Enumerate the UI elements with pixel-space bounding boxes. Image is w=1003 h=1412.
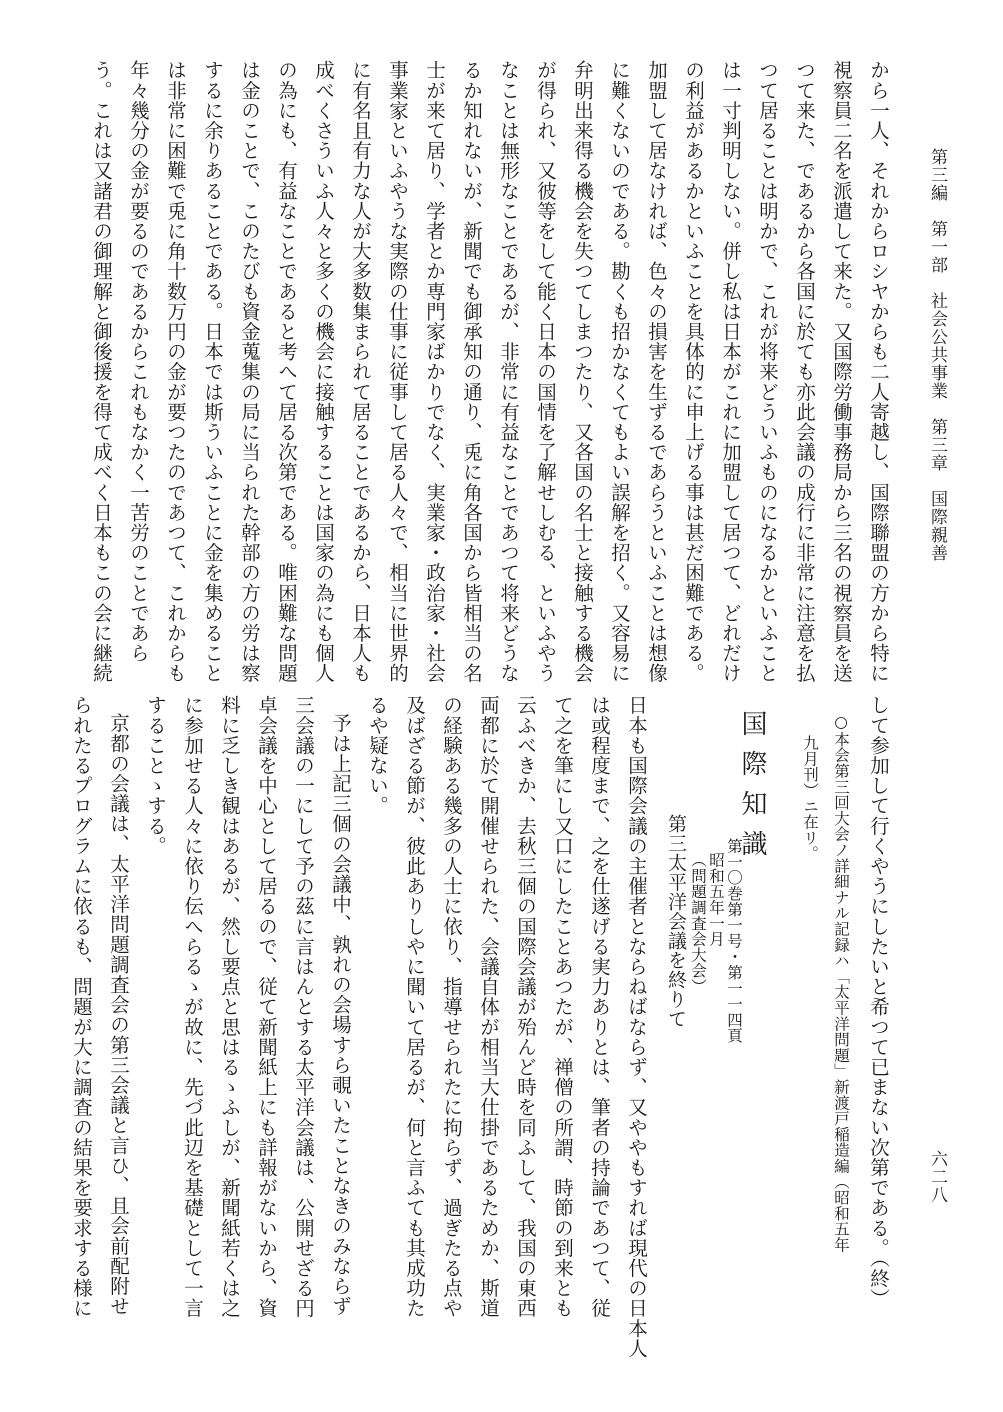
section-title: 国際知識	[737, 710, 767, 870]
running-head: 第三編 第一部 社会公共事業 第三章 国際親善	[927, 148, 947, 562]
top-text-line: は金のことで、このたびも資金蒐集の局に当られた幹部の方の労は察	[238, 60, 261, 684]
body-text-line: は或程度まで、之を仕遂げる実力ありとは、筆者の持論であつて、従	[588, 695, 611, 1319]
source-citation: 第一〇巻第一号・第一一四頁	[725, 838, 743, 1044]
source-note: （問題調査会大会）	[689, 852, 707, 995]
body-text-line: るや疑ない。	[366, 695, 389, 816]
page-number: 六二八	[927, 1150, 947, 1204]
body-text-line: 京都の会議は、太平洋問題調査会の第三会議と言ひ、且会前配附せ	[107, 713, 130, 1316]
top-text-line: 事業家といふやうな実際の仕事に従事して居る人々で、相当に世界的	[386, 60, 409, 684]
top-text-line: 成べくさういふ人々と多くの機会に接触することは国家の為にも個人	[312, 60, 335, 684]
top-text-line: するに余りあることである。日本では斯ういふことに金を集めること	[201, 60, 224, 684]
editor-note: ○本会第三回大会ノ詳細ナル記録ハ「太平洋問題」新渡戸稲造編（昭和五年	[832, 713, 850, 1253]
top-text-line: に難くないのである。勘くも招かなくてもよい誤解を招く。又容易に	[608, 60, 631, 684]
top-text-line: 加盟して居なければ、色々の損害を生ずるであらうといふことは想像	[645, 60, 668, 684]
body-text-line: られたるプログラムに依るも、問題が大に調査の結果を要求する様に	[70, 695, 93, 1319]
body-text-line: 日本も国際会議の主催者とならねばならず、又ややもすれば現代の日本人	[625, 695, 648, 1359]
editor-note-cont: 九月刊）ニ在リ。	[801, 735, 819, 862]
top-text-line: つて来た、であるから各国に於ても亦此会議の成行に非常に注意を払	[793, 60, 816, 684]
body-text-line: することゝする。	[144, 695, 167, 856]
top-text-line: に有名且有力な人が大多数集まられて居ることであるから、日本人も	[349, 60, 372, 684]
body-text-line: 及ばざる節が、彼此ありしやに聞いて居るが、何と言ふても其成功た	[403, 695, 426, 1319]
source-date: 昭和五年一月	[707, 852, 725, 947]
top-text-line: が得られ、又彼等をして能く日本の国情を了解せしむる、といふやう	[534, 60, 557, 684]
closing-line: して参加して行くやうにしたいと希つて已まない次第である。（終）	[867, 695, 890, 1309]
top-text-line: は非常に困難で兎に角十数万円の金が要つたのであつて、これからも	[164, 60, 187, 684]
article-title: 第三太平洋会議を終りて	[665, 814, 687, 1029]
top-text-line: から一人、それからロシヤからも二人寄越し、国際聯盟の方から特に	[867, 60, 890, 684]
top-text-line: は一寸判明しない。併し私は日本がこれに加盟して居つて、どれだけ	[719, 60, 742, 684]
body-text-line: 予は上記三個の会議中、孰れの会場すら覗いたことなきのみならず	[329, 713, 352, 1316]
top-text-line: 士が来て居り、学者とか専門家ばかりでなく、実業家・政治家・社会	[423, 60, 446, 684]
body-text-line: の経験ある幾多の人士に依り、指導せられたに拘らず、過ぎたる点や	[440, 695, 463, 1319]
top-text-line: 年々幾分の金が要るのであるからこれもなかく一苦労のことであら	[127, 60, 150, 663]
body-text-line: て之を筆にし又口にしたことあつたが、禅僧の所謂、時節の到来とも	[551, 695, 574, 1319]
top-text-line: るか知れないが、新聞でも御承知の通り、兎に角各国から皆相当の名	[460, 60, 483, 684]
body-text-line: 三会議の一にして予の茲に言はんとする太平洋会議は、公開せざる円	[292, 695, 315, 1319]
body-text-line: に参加せる人々に依り伝へらるゝが故に、先づ此辺を基礎として一言	[181, 695, 204, 1319]
top-text-line: 弁明出来得る機会を失つてしまつたり、又各国の名士と接触する機会	[571, 60, 594, 684]
body-text-line: 両都に於て開催せられた、会議自体が相当大仕掛であるためか、斯道	[477, 695, 500, 1319]
top-text-line: う。これは又諸君の御理解と御後援を得て成べく日本もこの会に継続	[90, 60, 113, 684]
top-text-line: つて居ることは明かで、これが将来どういふものになるかといふこと	[756, 60, 779, 684]
top-text-line: なことは無形なことであるが、非常に有益なことであつて将来どうな	[497, 60, 520, 684]
top-text-line: 視察員二名を派遣して来た。又国際労働事務局から三名の視察員を送	[830, 60, 853, 684]
body-text-line: 料に乏しき観はあるが、然し要点と思はるゝふしが、新聞紙若くは之	[218, 695, 241, 1319]
top-text-line: の為にも、有益なことであると考へて居る次第である。唯困難な問題	[275, 60, 298, 684]
body-text-line: 云ふべきか、去秋三個の国際会議が殆んど時を同ふして、我国の東西	[514, 695, 537, 1319]
top-text-line: の利益があるかといふことを具体的に申上げる事は甚だ困難である。	[682, 60, 705, 684]
body-text-line: 卓会議を中心として居るので、従て新聞紙上にも詳報がないから、資	[255, 695, 278, 1319]
